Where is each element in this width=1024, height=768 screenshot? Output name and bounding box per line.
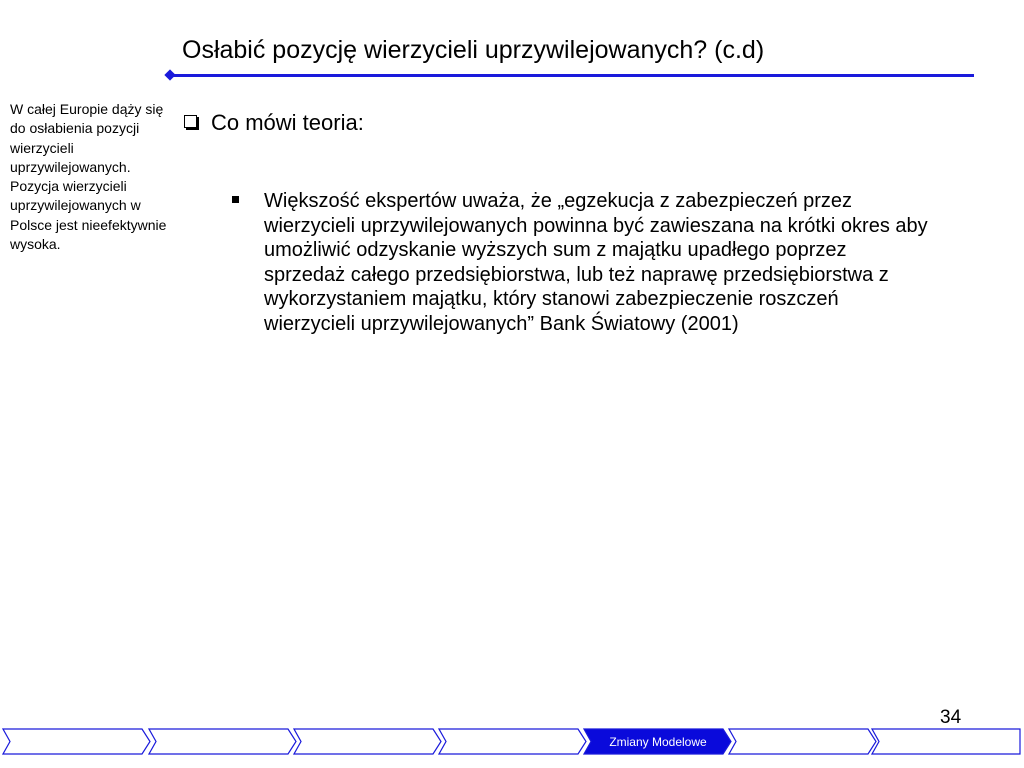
page-number: 34 bbox=[940, 707, 962, 728]
side-note: W całej Europie dąży się do osłabienia pozycji wierzycieli uprzywilejowanych. Pozycja wierzycieli uprzywilejowanych w Polsce jest nieefektywnie wysoka. bbox=[10, 101, 167, 253]
sub-bullet-text: Większość ekspertów uważa, że „egzekucja z zabezpieczeń przez wierzycieli uprzywilejowanych powinna być zawieszana na krótki okres aby umożliwić odzyskanie wyższych sum z majątku upadłego poprzez sprzedaż całego przedsiębiorstwa, lub też naprawę przedsiębiorstwa z wykorzystaniem majątku, który stanowi zabezpieczenie roszczeń wierzycieli uprzywilejowanych” Bank Światowy (2001) bbox=[264, 190, 928, 335]
heading-bullet bbox=[182, 109, 364, 137]
nav-tab-7[interactable] bbox=[871, 728, 1021, 755]
sub-bullet bbox=[232, 189, 932, 336]
nav-tab-4[interactable] bbox=[438, 728, 588, 755]
nav-tab-3-shape bbox=[293, 728, 443, 755]
nav-tab-3[interactable] bbox=[293, 728, 443, 755]
nav-tab-5-label: Zmiany Modelowe bbox=[609, 735, 707, 749]
nav-tab-4-shape bbox=[438, 728, 588, 755]
nav-tab-2[interactable] bbox=[148, 728, 298, 755]
nav-tab-6[interactable] bbox=[728, 728, 878, 755]
square-bullet-icon bbox=[232, 196, 239, 203]
slide-title: Osłabić pozycję wierzycieli uprzywilejowanych? (c.d) bbox=[182, 36, 765, 64]
heading-text: Co mówi teoria: bbox=[211, 110, 364, 135]
nav-tab-1-shape bbox=[2, 728, 152, 755]
checkbox-bullet-icon bbox=[184, 115, 197, 128]
title-rule bbox=[170, 74, 974, 77]
nav-tab-6-shape bbox=[728, 728, 878, 755]
nav-tab-2-shape bbox=[148, 728, 298, 755]
nav-tab-zmiany-modelowe[interactable] bbox=[583, 728, 733, 755]
bottom-navigation bbox=[0, 728, 1024, 755]
nav-tab-7-shape bbox=[871, 728, 1021, 755]
nav-tab-1[interactable] bbox=[2, 728, 152, 755]
